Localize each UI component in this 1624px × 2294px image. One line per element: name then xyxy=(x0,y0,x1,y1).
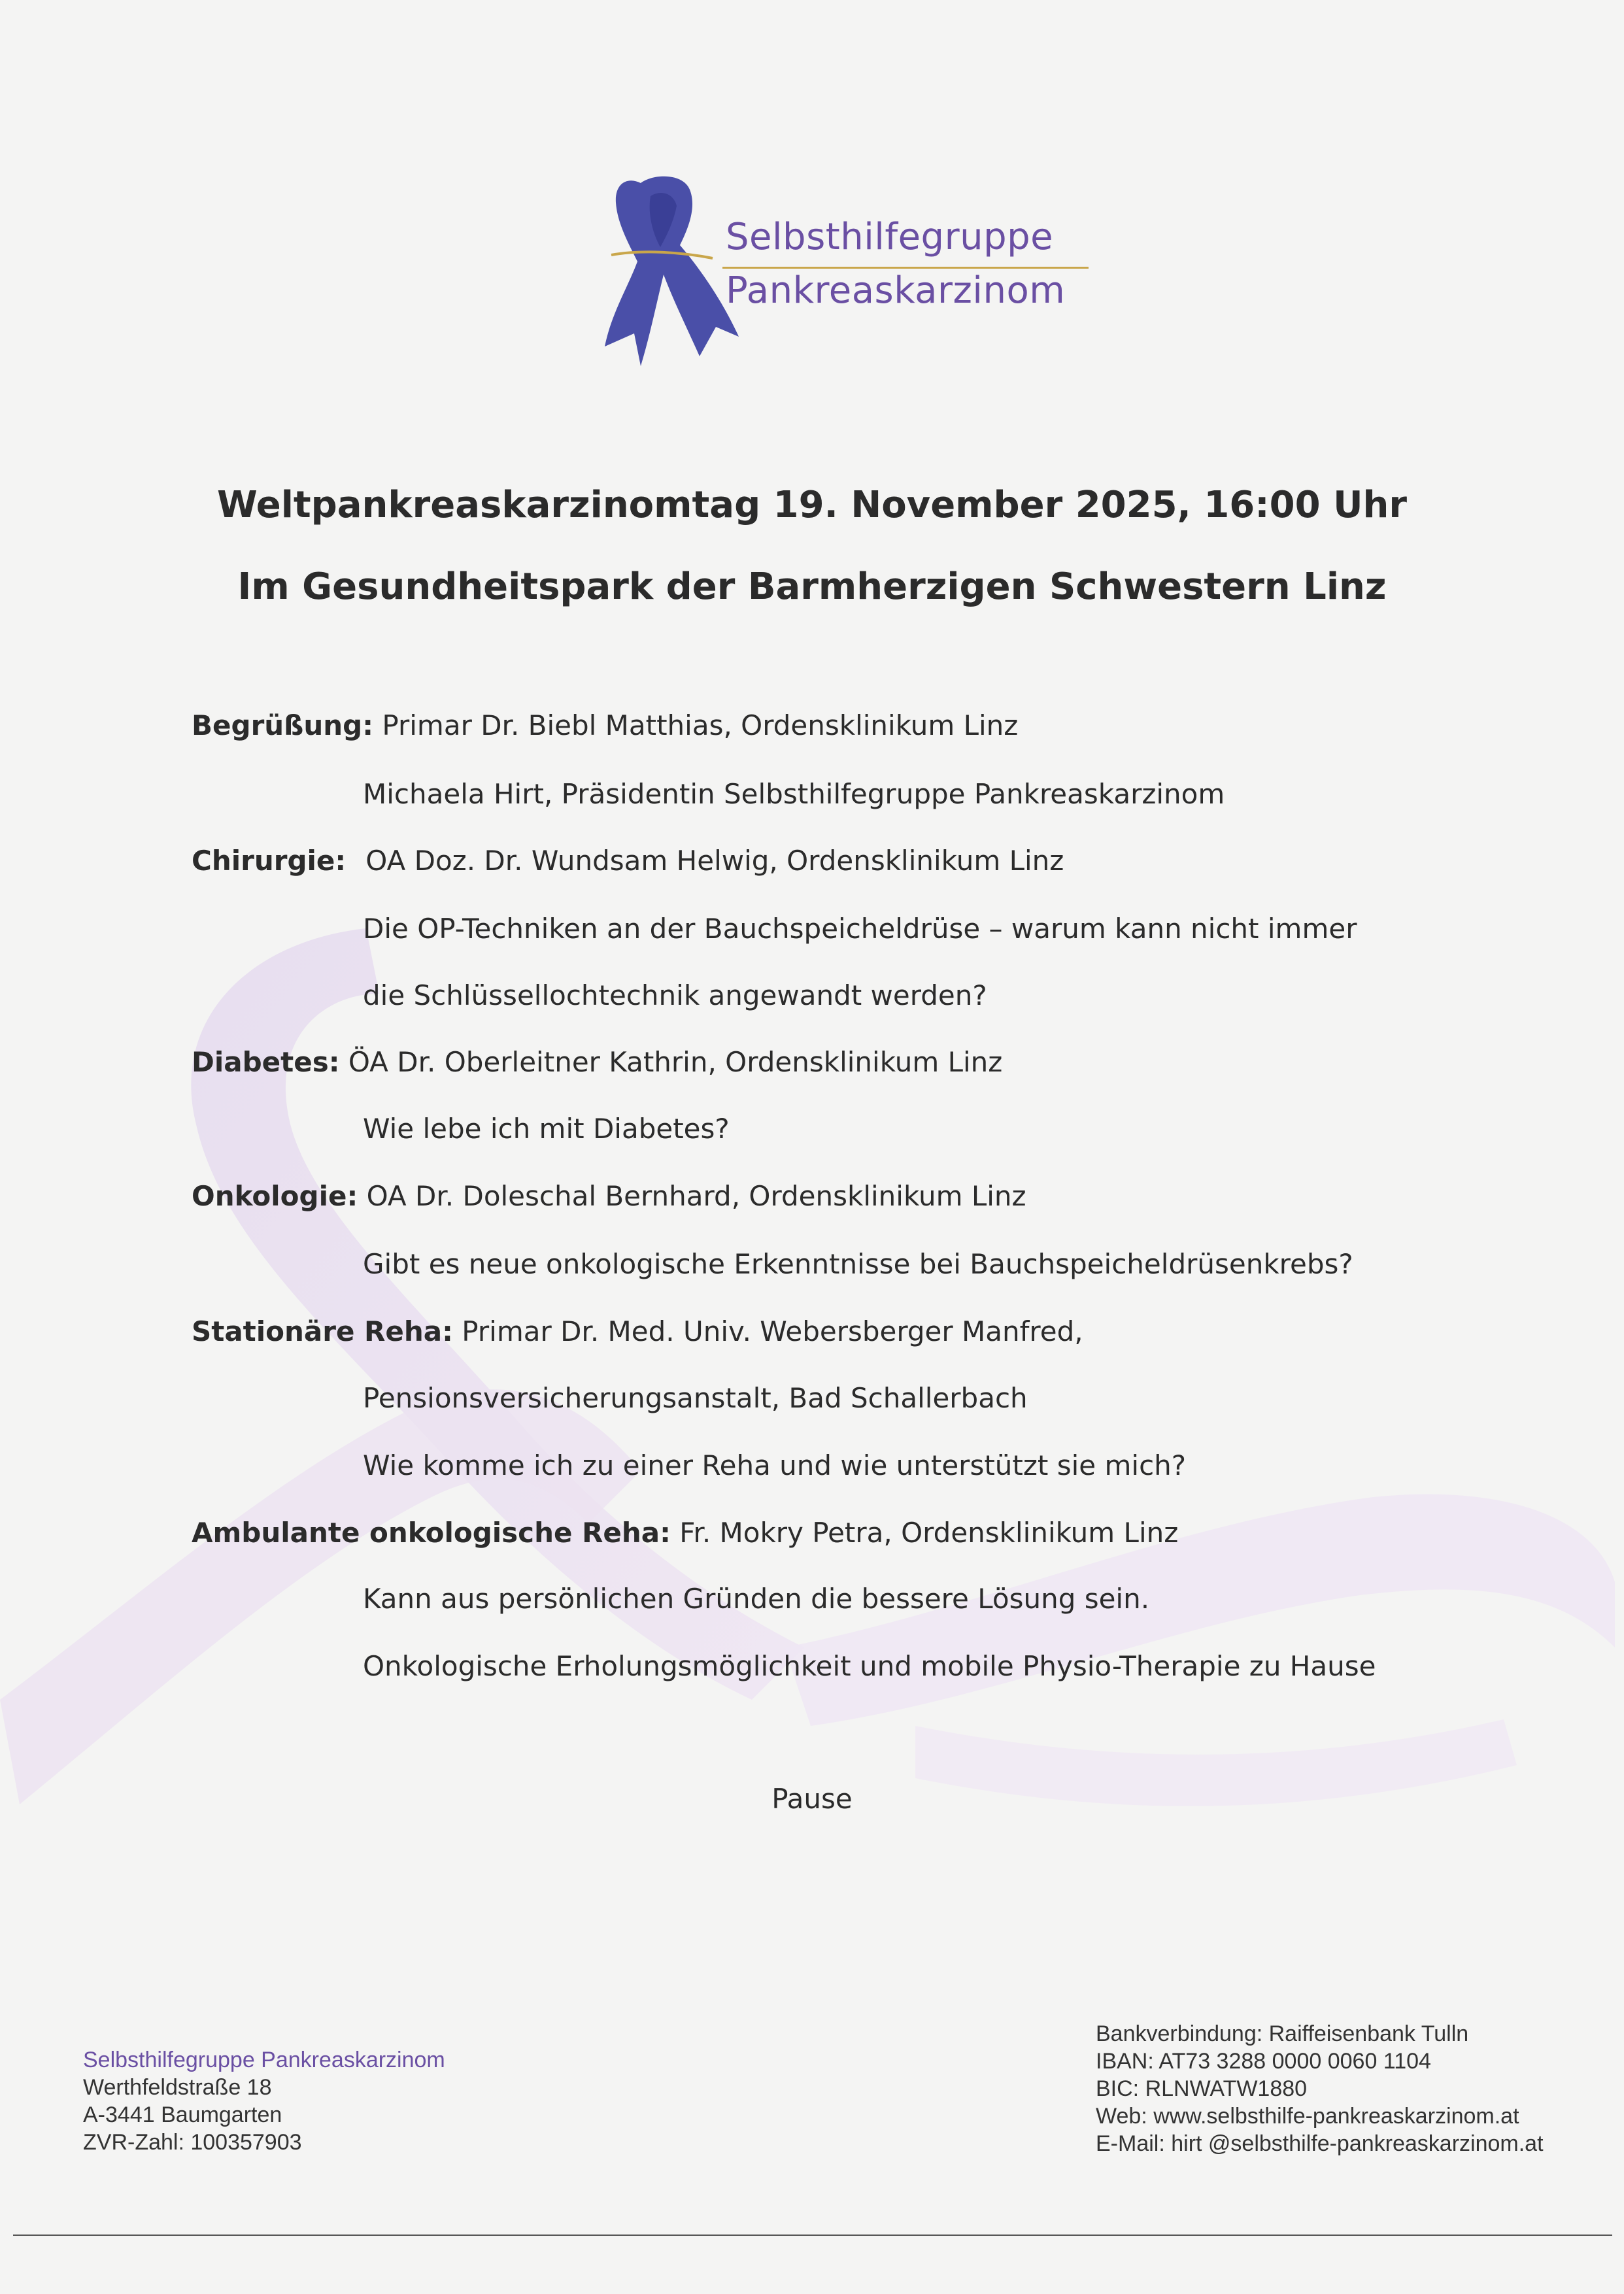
program-item-ambulante-reha xyxy=(192,1517,1178,1549)
footer-bic: BIC: RLNWATW1880 xyxy=(1096,2076,1308,2101)
logo-text-line1: Selbsthilfegruppe xyxy=(726,216,1054,258)
program-line: Pensionsversicherungsanstalt, Bad Schallerbach xyxy=(363,1382,1028,1414)
footer-bank-name: Bankverbindung: Raiffeisenbank Tulln xyxy=(1096,2021,1469,2046)
footer-street: Werthfeldstraße 18 xyxy=(83,2075,272,2100)
footer-address xyxy=(83,2046,445,2156)
footer-email: E-Mail: hirt @selbsthilfe-pankreaskarzinom.at xyxy=(1096,2131,1544,2156)
program-item-stationaere-reha xyxy=(192,1315,1083,1347)
footer-city: A-3441 Baumgarten xyxy=(83,2102,282,2127)
program-speaker: OA Dr. Doleschal Bernhard, Ordensklinikum Linz xyxy=(358,1180,1026,1212)
program-speaker: OA Doz. Dr. Wundsam Helwig, Ordensklinikum Linz xyxy=(365,845,1064,877)
footer-zvr: ZVR-Zahl: 100357903 xyxy=(83,2130,302,2155)
program-item-begruessung xyxy=(192,709,1018,741)
footer-bank-info xyxy=(1096,2020,1544,2157)
event-venue: Im Gesundheitspark der Barmherzigen Schwestern Linz xyxy=(237,565,1387,608)
program-item-diabetes xyxy=(192,1046,1002,1078)
footer-web: Web: www.selbsthilfe-pankreaskarzinom.at xyxy=(1096,2104,1519,2129)
program-line: Onkologische Erholungsmöglichkeit und mobile Physio-Therapie zu Hause xyxy=(363,1650,1376,1682)
program-label: Diabetes: xyxy=(192,1046,340,1078)
program-label: Chirurgie: xyxy=(192,845,347,877)
program-item-onkologie xyxy=(192,1180,1026,1212)
program-item-chirurgie xyxy=(192,845,1064,877)
program-line: Wie lebe ich mit Diabetes? xyxy=(363,1113,730,1145)
program-line: Kann aus persönlichen Gründen die bessere Lösung sein. xyxy=(363,1583,1150,1615)
program-label: Ambulante onkologische Reha: xyxy=(192,1517,671,1549)
program-line: Die OP-Techniken an der Bauchspeicheldrüse – warum kann nicht immer xyxy=(363,913,1357,945)
program-line: die Schlüssellochtechnik angewandt werden? xyxy=(363,979,987,1011)
logo-text-line2: Pankreaskarzinom xyxy=(726,269,1066,312)
program-line: Wie komme ich zu einer Reha und wie unterstützt sie mich? xyxy=(363,1449,1187,1481)
program-speaker: ÖA Dr. Oberleitner Kathrin, Ordensklinikum Linz xyxy=(339,1046,1003,1078)
footer-org-name: Selbsthilfegruppe Pankreaskarzinom xyxy=(83,2048,445,2072)
event-title: Weltpankreaskarzinomtag 19. November 2025, 16:00 Uhr xyxy=(216,484,1408,526)
program-line: Michaela Hirt, Präsidentin Selbsthilfegruppe Pankreaskarzinom xyxy=(363,778,1225,810)
program-label: Stationäre Reha: xyxy=(192,1315,453,1347)
program-label: Begrüßung: xyxy=(192,709,374,741)
program-speaker: Primar Dr. Biebl Matthias, Ordensklinikum Linz xyxy=(373,709,1019,741)
pause-label: Pause xyxy=(771,1783,853,1815)
program-speaker: Primar Dr. Med. Univ. Webersberger Manfred, xyxy=(452,1315,1083,1347)
program-label: Onkologie: xyxy=(192,1180,358,1212)
footer-iban: IBAN: AT73 3288 0000 0060 1104 xyxy=(1096,2049,1431,2074)
program-speaker: Fr. Mokry Petra, Ordensklinikum Linz xyxy=(670,1517,1179,1549)
bottom-divider xyxy=(13,2235,1612,2236)
program-line: Gibt es neue onkologische Erkenntnisse bei Bauchspeicheldrüsenkrebs? xyxy=(363,1248,1353,1280)
logo-divider xyxy=(722,267,1089,269)
